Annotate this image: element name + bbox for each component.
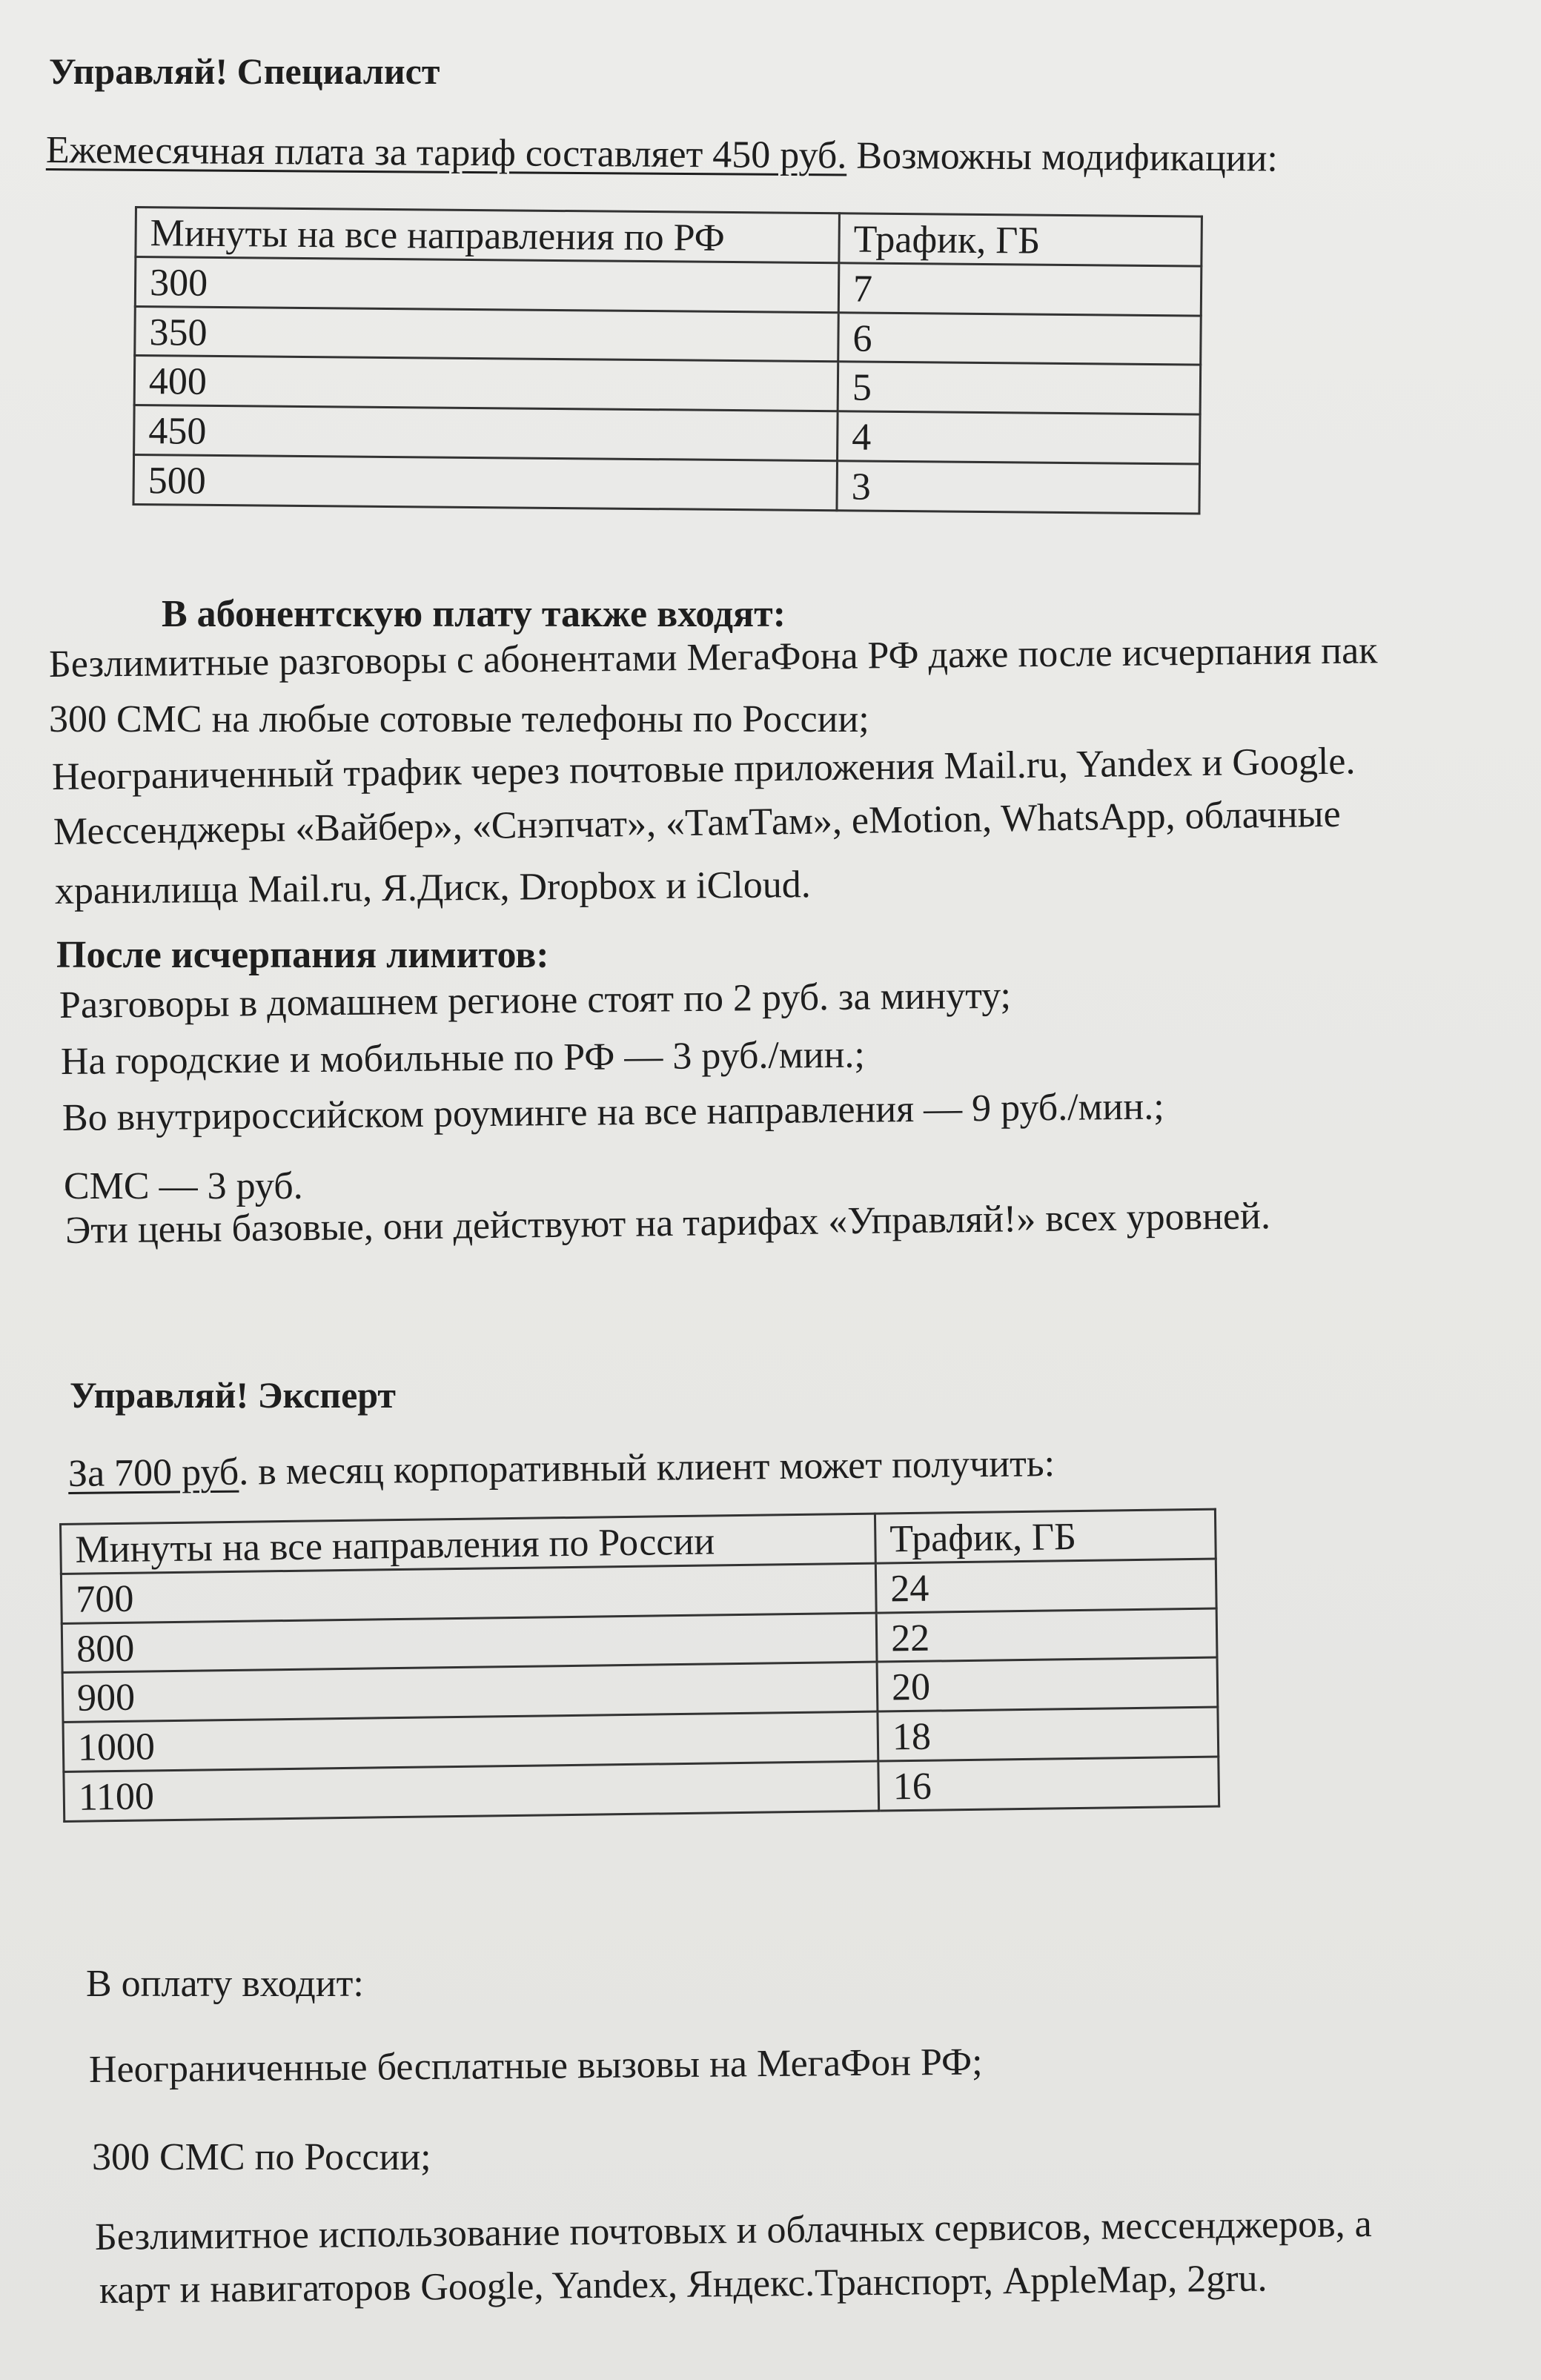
section1-after-limits-line: Эти цены базовые, они действуют на тарифах «Управляй!» всех уровней. [64, 1195, 1271, 1252]
section1-after-limits-heading: После исчерпания лимитов: [56, 934, 549, 976]
traffic-cell: 20 [877, 1657, 1218, 1711]
minutes-cell: 700 [61, 1563, 876, 1623]
traffic-cell: 7 [838, 263, 1202, 316]
traffic-cell: 3 [837, 461, 1200, 514]
traffic-cell: 6 [838, 312, 1202, 365]
section1-included-line: 300 СМС на любые сотовые телефоны по России; [49, 698, 869, 740]
traffic-column-header: Трафик, ГБ [839, 213, 1202, 266]
section2-included-heading: В оплату входит: [86, 1963, 364, 2005]
section2-tariff-table [59, 1508, 1220, 1823]
minutes-column-header: Минуты на все направления по РФ [136, 208, 840, 263]
traffic-cell: 18 [878, 1707, 1219, 1761]
minutes-cell: 350 [135, 306, 839, 362]
minutes-cell: 500 [133, 454, 838, 510]
section2-title: Управляй! Эксперт [70, 1374, 396, 1416]
minutes-cell: 1000 [63, 1711, 878, 1771]
minutes-cell: 800 [62, 1613, 877, 1673]
section1-after-limits-line: СМС — 3 руб. [64, 1165, 303, 1207]
table-row [134, 405, 1201, 464]
table-row [133, 454, 1200, 513]
section1-tariff-table [132, 206, 1202, 514]
section2-included-line: 300 СМС по России; [92, 2136, 431, 2178]
minutes-cell: 300 [135, 256, 839, 312]
table-header-row [136, 208, 1202, 266]
traffic-cell: 5 [838, 362, 1201, 414]
section1-price-text: Ежемесячная плата за тариф составляет 450 руб. [45, 129, 847, 177]
section1-after-limits-line: Разговоры в домашнем регионе стоят по 2 руб. за минуту; [59, 974, 1012, 1027]
traffic-column-header: Трафик, ГБ [875, 1509, 1216, 1563]
section2-intro [68, 1441, 1055, 1497]
table-row [134, 356, 1201, 414]
section1-after-limits-line: На городские и мобильные по РФ — 3 руб./мин.; [60, 1033, 866, 1083]
section1-included-heading: В абонентскую плату также входят: [162, 593, 786, 635]
traffic-cell: 4 [838, 411, 1201, 464]
table-row [135, 256, 1202, 315]
minutes-cell: 400 [134, 356, 838, 411]
section1-included-line: Безлимитные разговоры с абонентами МегаФона РФ даже после исчерпания пак [48, 629, 1378, 686]
section2-intro-rest: . в месяц корпоративный клиент может получить: [238, 1442, 1055, 1494]
section1-included-line: Мессенджеры «Вайбер», «Снэпчат», «ТамТам», eMotion, WhatsApp, облачные [53, 792, 1341, 853]
section2-price-text: За 700 руб [67, 1451, 239, 1495]
minutes-cell: 1100 [64, 1761, 879, 1821]
section1-included-line: Неограниченный трафик через почтовые приложения Mail.ru, Yandex и Google. [51, 740, 1356, 798]
traffic-cell: 16 [878, 1757, 1219, 1811]
section1-after-limits-line: Во внутрироссийском роуминге на все направления — 9 руб./мин.; [62, 1085, 1164, 1139]
section1-intro-rest: Возможны модификации: [846, 134, 1279, 180]
minutes-cell: 450 [134, 405, 838, 461]
section1-title: Управляй! Специалист [49, 50, 440, 92]
section1-included-line: хранилища Mail.ru, Я.Диск, Dropbox и iCloud. [54, 864, 811, 912]
minutes-column-header: Минуты на все направления по России [61, 1514, 876, 1574]
section2-included-line: карт и навигаторов Google, Yandex, Яндекс.Транспорт, AppleMap, 2gru. [99, 2257, 1267, 2312]
traffic-cell: 24 [875, 1559, 1216, 1613]
section1-intro [46, 127, 1278, 182]
traffic-cell: 22 [876, 1608, 1217, 1663]
section2-included-line: Безлимитное использование почтовых и облачных сервисов, мессенджеров, а [94, 2202, 1372, 2258]
table-row [135, 306, 1202, 365]
minutes-cell: 900 [62, 1662, 878, 1722]
section2-included-line: Неограниченные бесплатные вызовы на МегаФон РФ; [88, 2041, 983, 2091]
